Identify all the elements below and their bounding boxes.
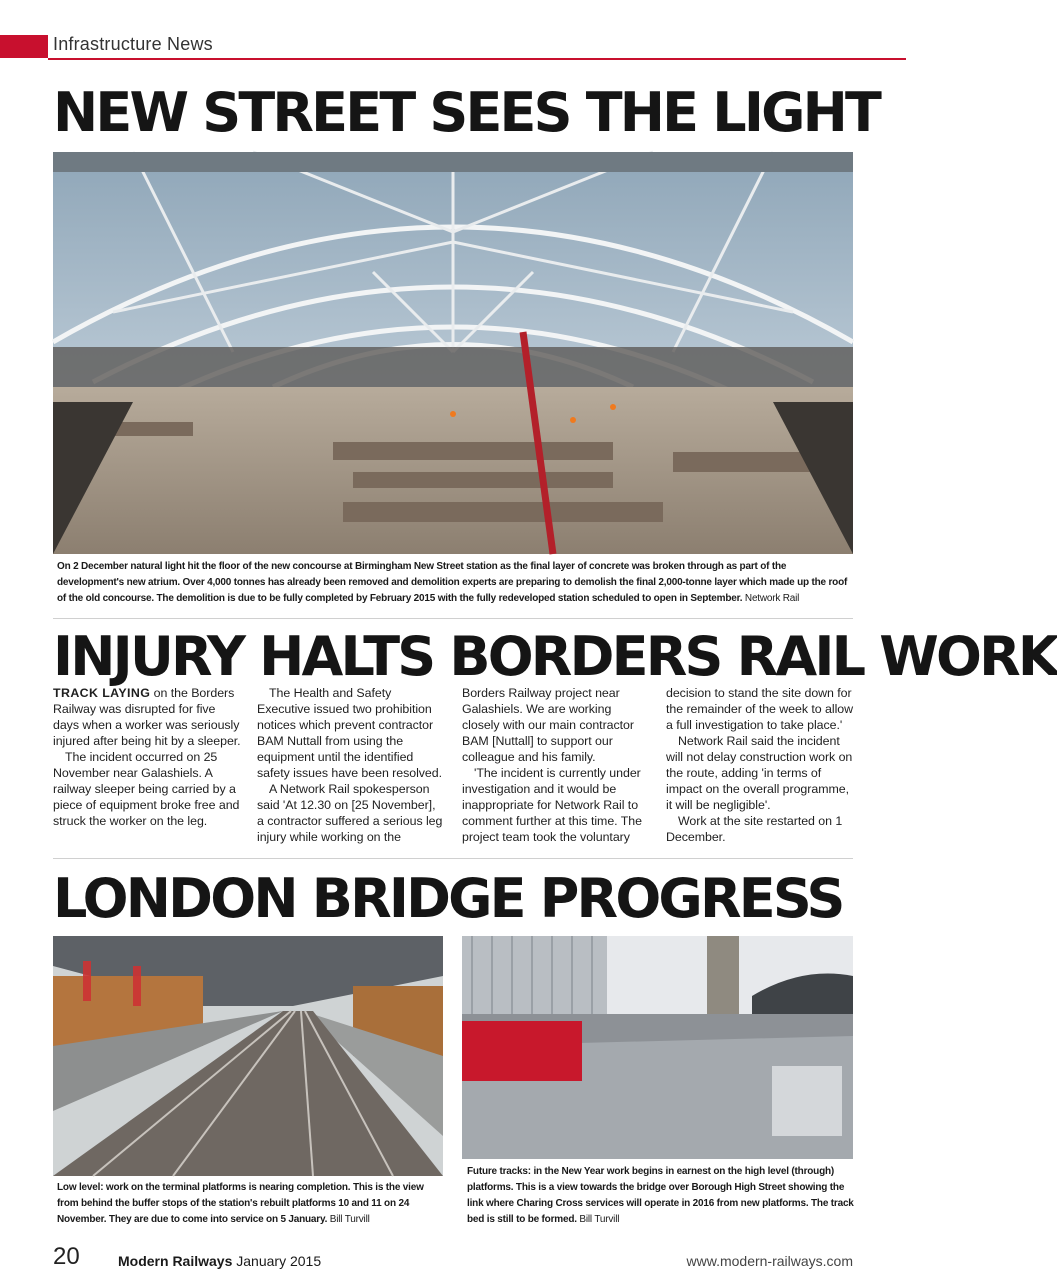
photo-credit: Bill Turvill: [579, 1214, 620, 1225]
platforms-caption: [57, 1180, 447, 1228]
photo-credit: Bill Turvill: [329, 1214, 370, 1225]
paragraph: The incident occurred on 25 November near Galashiels. A railway sleeper being carried by a piece of equipment broke free and struck the worker on the leg.: [53, 750, 240, 828]
headline-london-bridge: LONDON BRIDGE PROGRESS: [53, 867, 843, 930]
page-number: 20: [53, 1243, 80, 1270]
header-rule: [48, 58, 906, 60]
headline-borders: INJURY HALTS BORDERS RAIL WORK: [53, 625, 1057, 688]
footer-publication: [118, 1253, 321, 1269]
section-divider: [53, 858, 853, 859]
paragraph: on the Borders Railway was disrupted for five days when a worker was seriously injured after being hit by a sleeper.: [53, 686, 241, 748]
issue-date: January 2015: [236, 1253, 322, 1269]
new-street-photo-illustration: [53, 152, 853, 554]
article-column-4: [666, 685, 854, 845]
section-label: Infrastructure News: [53, 34, 213, 54]
paragraph: Work at the site restarted on 1 December.: [666, 814, 843, 844]
borough-bridge-photo: [462, 936, 853, 1159]
platforms-photo: [53, 936, 443, 1176]
paragraph: A Network Rail spokesperson said 'At 12.30 on [25 November], a contractor suffered a serious leg injury while working on the: [257, 782, 443, 844]
borough-bridge-photo-illustration: [462, 936, 853, 1159]
lead-in: TRACK LAYING: [53, 686, 151, 700]
article-column-3: [462, 685, 650, 845]
headline-new-street: NEW STREET SEES THE LIGHT: [53, 81, 880, 144]
article-column-1: [53, 685, 241, 829]
new-street-caption-text: On 2 December natural light hit the floor of the new concourse at Birmingham New Street station as the final layer of concrete was broken through as part of the development's new atrium. Over 4,000 tonnes has already been removed and demolition experts are preparing to demolish the final 2,000-tonne layer which made up the roof of the old concourse. The demolition is due to be fully completed by February 2015 with the fully redeveloped station scheduled to open in September.: [57, 561, 848, 604]
paragraph: decision to stand the site down for the remainder of the week to allow a full investigation to take place.': [666, 686, 854, 732]
paragraph: 'The incident is currently under investigation and it would be inappropriate for Network Rail to comment further at this time. The project team took the voluntary: [462, 766, 642, 844]
footer-url[interactable]: www.modern-railways.com: [686, 1253, 853, 1269]
section-tab: [0, 35, 48, 58]
paragraph: Borders Railway project near Galashiels. We are working closely with our main contractor BAM [Nuttall] to support our colleague and his family.: [462, 686, 634, 764]
article-column-2: [257, 685, 445, 845]
new-street-photo: [53, 152, 853, 554]
publication-name: Modern Railways: [118, 1253, 233, 1269]
platforms-photo-illustration: [53, 936, 443, 1176]
photo-credit: Network Rail: [744, 593, 800, 604]
paragraph: Network Rail said the incident will not delay construction work on the route, adding 'in terms of impact on the overall programme, it will be negligible'.: [666, 734, 853, 812]
platforms-caption-text: Low level: work on the terminal platforms is nearing completion. This is the view from behind the buffer stops of the station's rebuilt platforms 10 and 11 on 24 November. They are due to come into service on 5 January.: [57, 1182, 424, 1225]
new-street-caption: [57, 559, 853, 607]
section-divider: [53, 618, 853, 619]
paragraph: The Health and Safety Executive issued two prohibition notices which prevent contractor BAM Nuttall from using the equipment until the identified safety issues have been resolved.: [257, 686, 443, 780]
borough-bridge-caption: [467, 1164, 857, 1228]
borough-bridge-caption-text: Future tracks: in the New Year work begins in earnest on the high level (through) platforms. This is a view towards the bridge over Borough High Street showing the link where Charing Cross services will operate in 2016 from new platforms. The track bed is still to be formed.: [467, 1166, 854, 1225]
